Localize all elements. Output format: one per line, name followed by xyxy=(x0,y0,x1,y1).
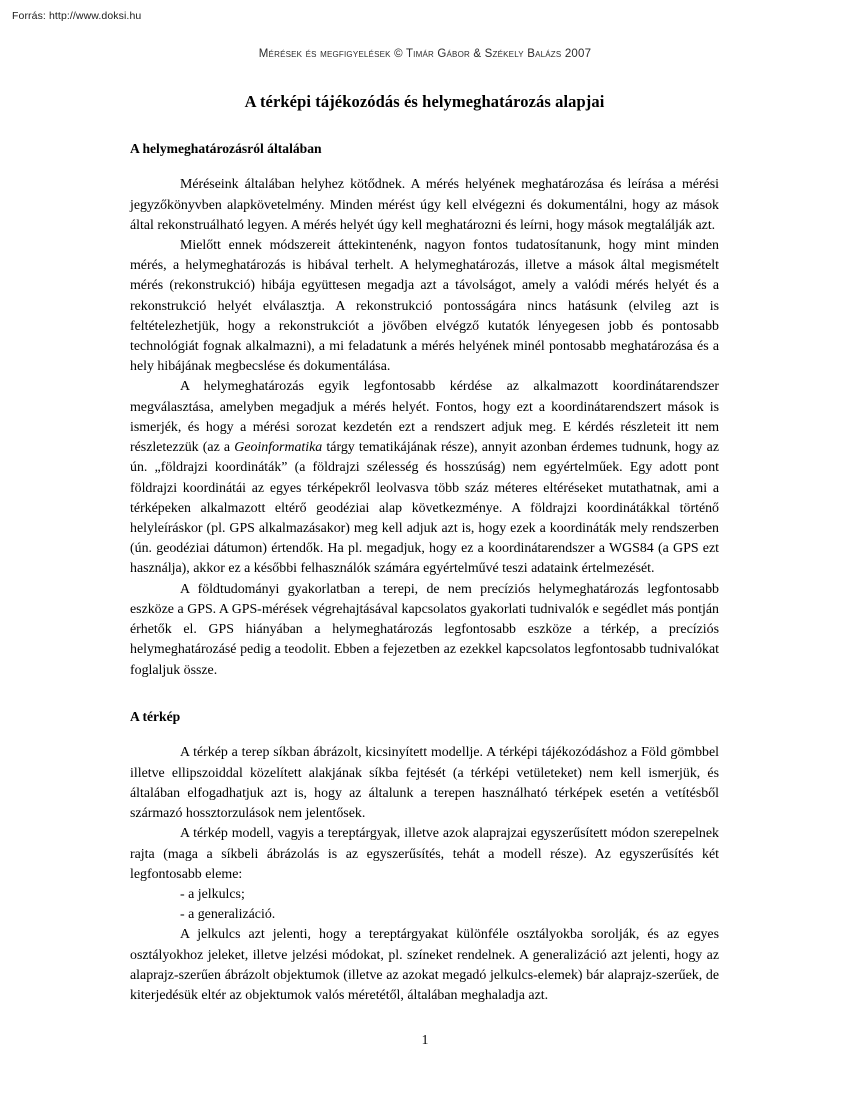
list-item: - a generalizáció. xyxy=(180,907,276,923)
list-item: - a jelkulcs; xyxy=(180,886,245,902)
page-number: 1 xyxy=(421,1032,429,1047)
paragraph: A térkép modell, vagyis a tereptárgyak, illetve azok alaprajzai egyszerűsített módon szerepelnek rajta (maga a síkbeli ábrázolás is az egyszerűsítés, tehát a modell része). Az egyszerűsítés két legfontosabb eleme: xyxy=(130,826,719,882)
paragraph: Méréseink általában helyhez kötődnek. A mérés helyének meghatározása és leírása a mérési jegyzőkönyvben alapkövetelmény. Minden mérést úgy kell elvégezni és dokumentálni, hogy az mások által rekonstruálható legyen. A mérés helyét úgy kell meghatározni és leírni, hogy mások megtalálják azt. xyxy=(130,177,719,233)
section-heading-helymeghatarozasrol: A helymeghatározásról általában xyxy=(130,140,322,156)
page-title: A térképi tájékozódás és helymeghatározás alapjai xyxy=(244,92,605,111)
section-heading-terkep: A térkép xyxy=(130,708,181,724)
paragraph: A helymeghatározás egyik legfontosabb kérdése az alkalmazott koordinátarendszer megválasztása, amelyben megadjuk a mérés helyét. Fontos, hogy ezt a koordinátarendszert mások is ismerjék, és hogy a mérési sorozat kezdetén ezt a rendszert adjuk meg. E kérdés részleteit itt nem részletezzük (az a Geoinformatika tárgy tematikájának része), annyit azonban érdemes tudnunk, hogy az ún. „földrajzi koordináták” (a földrajzi szélesség és hosszúság) nem egyértelműek. Egy adott pont földrajzi koordinátái az egyes térképekről leolvasva több száz méteres eltéréseket mutathatnak, ami a térképeken alkalmazott eltérő geodéziai alap következménye. A földrajzi koordinátákkal történő helyleíráskor (pl. GPS alkalmazásakor) meg kell adjuk azt is, hogy ezek a koordináták mely rendszerben (ún. geodéziai dátumon) értendők. Ha pl. megadjuk, hogy ez a koordinátarendszer a WGS84 (a GPS ezt használja), akkor ez a későbbi felhasználók számára egyértelművé teszi adataink értelmezését. xyxy=(130,379,719,577)
paragraph: A földtudományi gyakorlatban a terepi, de nem precíziós helymeghatározás legfontosabb eszköze a GPS. A GPS-mérések végrehajtásával kapcsolatos gyakorlati tudnivalók e segédlet más pontján érhetők el. GPS hiányában a helymeghatározás legfontosabb eszköze a térkép, a precíziós helymeghatározásé pedig a teodolit. Ebben a fejezetben az ezekkel kapcsolatos legfontosabb tudnivalókat foglaljuk össze. xyxy=(130,581,719,678)
source-url-stamp: Forrás: http://www.doksi.hu xyxy=(12,10,142,22)
document-content xyxy=(130,78,719,1006)
paragraph: A jelkulcs azt jelenti, hogy a tereptárgyakat különféle osztályokba sorolják, és az egyes osztályokhoz jeleket, illetve jelzési módokat, pl. színeket rendelnek. A generalizáció azt jelenti, hogy az alaprajz-szerűen ábrázolt objektumok (illetve az azokat megadó jelkulcs-elemek) bár alaprajz-szerűek, de kiterjedésük eltér az objektumok valós méretétől, általában meghaladja azt. xyxy=(130,927,719,1004)
paragraph: A térkép a terep síkban ábrázolt, kicsinyített modellje. A térképi tájékozódáshoz a Föld gömbbel illetve ellipszoiddal közelített alakjának síkba fejtését (a térképi vetületeket) nem kell ismerjük, és általában elfogadhatjuk azt is, hogy az általunk a terepen használható térképek esetén a vetítésből származó hossztorzulások nem jelentősek. xyxy=(130,745,719,822)
paragraph: Mielőtt ennek módszereit áttekintenénk, nagyon fontos tudatosítanunk, hogy mint minden mérés, a helymeghatározás is hibával terhelt. A helymeghatározás, illetve a mások által megismételt mérés (rekonstrukció) hibája együttesen megadja azt a távolságot, amely a valódi mérés helyét és a rekonstrukció helyét elválasztja. A rekonstrukció pontosságára nincs hatásunk (elvileg azt is feltételezhetjük, hogy a rekonstrukciót a jövőben elvégző kutatók lényegesen jobb és pontosabb technológiát fognak alkalmazni), a mi feladatunk a mérés helyének minél pontosabb meghatározása és a hely hibájának megbecslése és dokumentálása. xyxy=(130,237,719,375)
italic-term: Geoinformatika xyxy=(234,440,323,456)
running-header: Mérések és megfigyelések © Timár Gábor & Székely Balázs 2007 xyxy=(258,48,592,60)
